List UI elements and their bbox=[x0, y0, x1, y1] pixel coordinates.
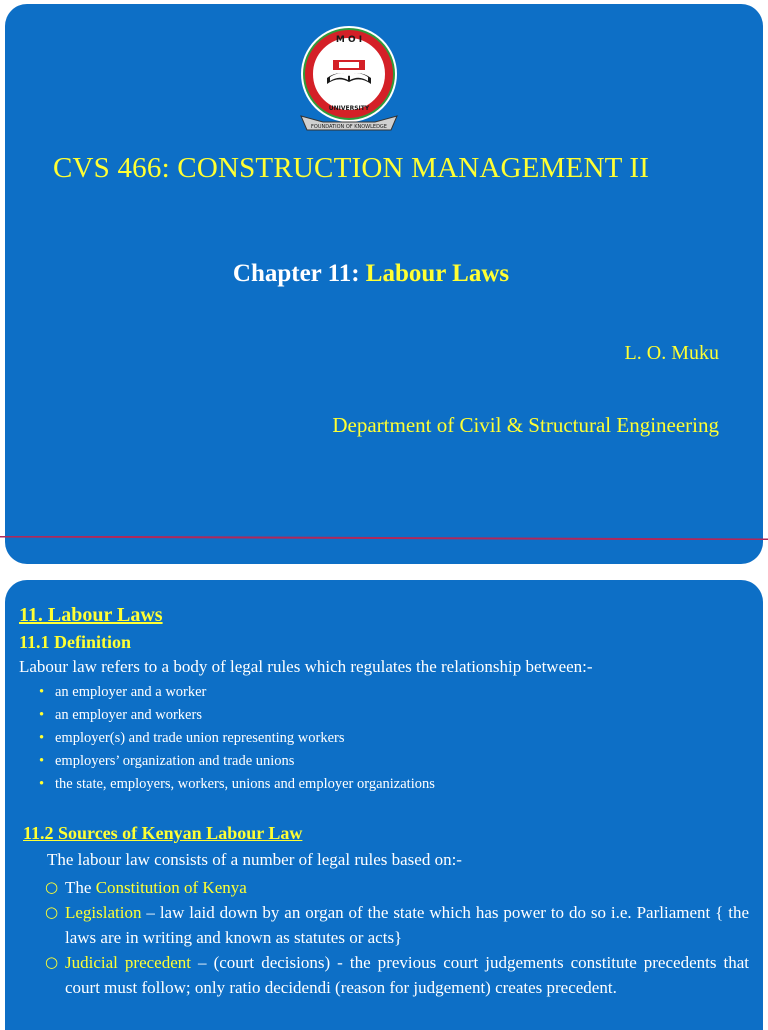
list-item: • employer(s) and trade union representing workers bbox=[39, 727, 435, 750]
sources-list bbox=[45, 875, 749, 1000]
svg-text:M O I: M O I bbox=[335, 35, 363, 45]
definition-text: Labour law refers to a body of legal rules which regulates the relationship between:- bbox=[19, 657, 593, 676]
bullet-icon: • bbox=[39, 776, 45, 792]
bullet-icon: • bbox=[39, 730, 45, 746]
svg-text:FOUNDATION OF KNOWLEDGE: FOUNDATION OF KNOWLEDGE bbox=[311, 124, 387, 130]
list-item: • an employer and a worker bbox=[39, 681, 435, 704]
circle-bullet-icon: ○ bbox=[45, 878, 59, 896]
author-name: L. O. Muku bbox=[624, 342, 719, 364]
course-title: CVS 466: CONSTRUCTION MANAGEMENT II bbox=[53, 152, 650, 184]
circle-bullet-icon: ○ bbox=[45, 903, 59, 921]
list-item: • an employer and workers bbox=[39, 704, 435, 727]
title-slide bbox=[5, 4, 763, 564]
circle-bullet-icon: ○ bbox=[45, 953, 59, 971]
bullet-icon: • bbox=[39, 753, 45, 769]
content-slide bbox=[5, 580, 763, 1030]
list-item: • the state, employers, workers, unions and employer organizations bbox=[39, 773, 435, 796]
bullet-icon: • bbox=[39, 684, 45, 700]
bullet-icon: • bbox=[39, 707, 45, 723]
definition-subheading: 11.1 Definition bbox=[19, 632, 132, 652]
chapter-name: Labour Laws bbox=[365, 260, 510, 287]
list-item: ○ Legislation – law laid down by an organ of the state which has power to do so i.e. Parliament { the laws are in writing and known as statutes or acts} bbox=[45, 900, 749, 950]
sources-intro: The labour law consists of a number of legal rules based on:- bbox=[47, 850, 462, 869]
moi-university-logo bbox=[293, 22, 405, 134]
chapter-prefix: Chapter 11: bbox=[232, 260, 366, 287]
list-item: ○ The Constitution of Kenya bbox=[45, 875, 749, 900]
section-heading: 11. Labour Laws bbox=[19, 604, 163, 626]
list-item: • employers’ organization and trade unions bbox=[39, 750, 435, 773]
department-name: Department of Civil & Structural Engineering bbox=[332, 413, 719, 437]
sources-subheading: 11.2 Sources of Kenyan Labour Law bbox=[23, 823, 303, 843]
definition-bullet-list bbox=[39, 681, 435, 796]
svg-text:UNIVERSITY: UNIVERSITY bbox=[328, 105, 370, 112]
chapter-title bbox=[5, 260, 737, 288]
list-item: ○ Judicial precedent – (court decisions) - the previous court judgements constitute precedents that court must follow; only ratio decidendi (reason for judgement) creates precedent. bbox=[45, 950, 749, 1000]
slide-divider-line bbox=[0, 536, 768, 540]
